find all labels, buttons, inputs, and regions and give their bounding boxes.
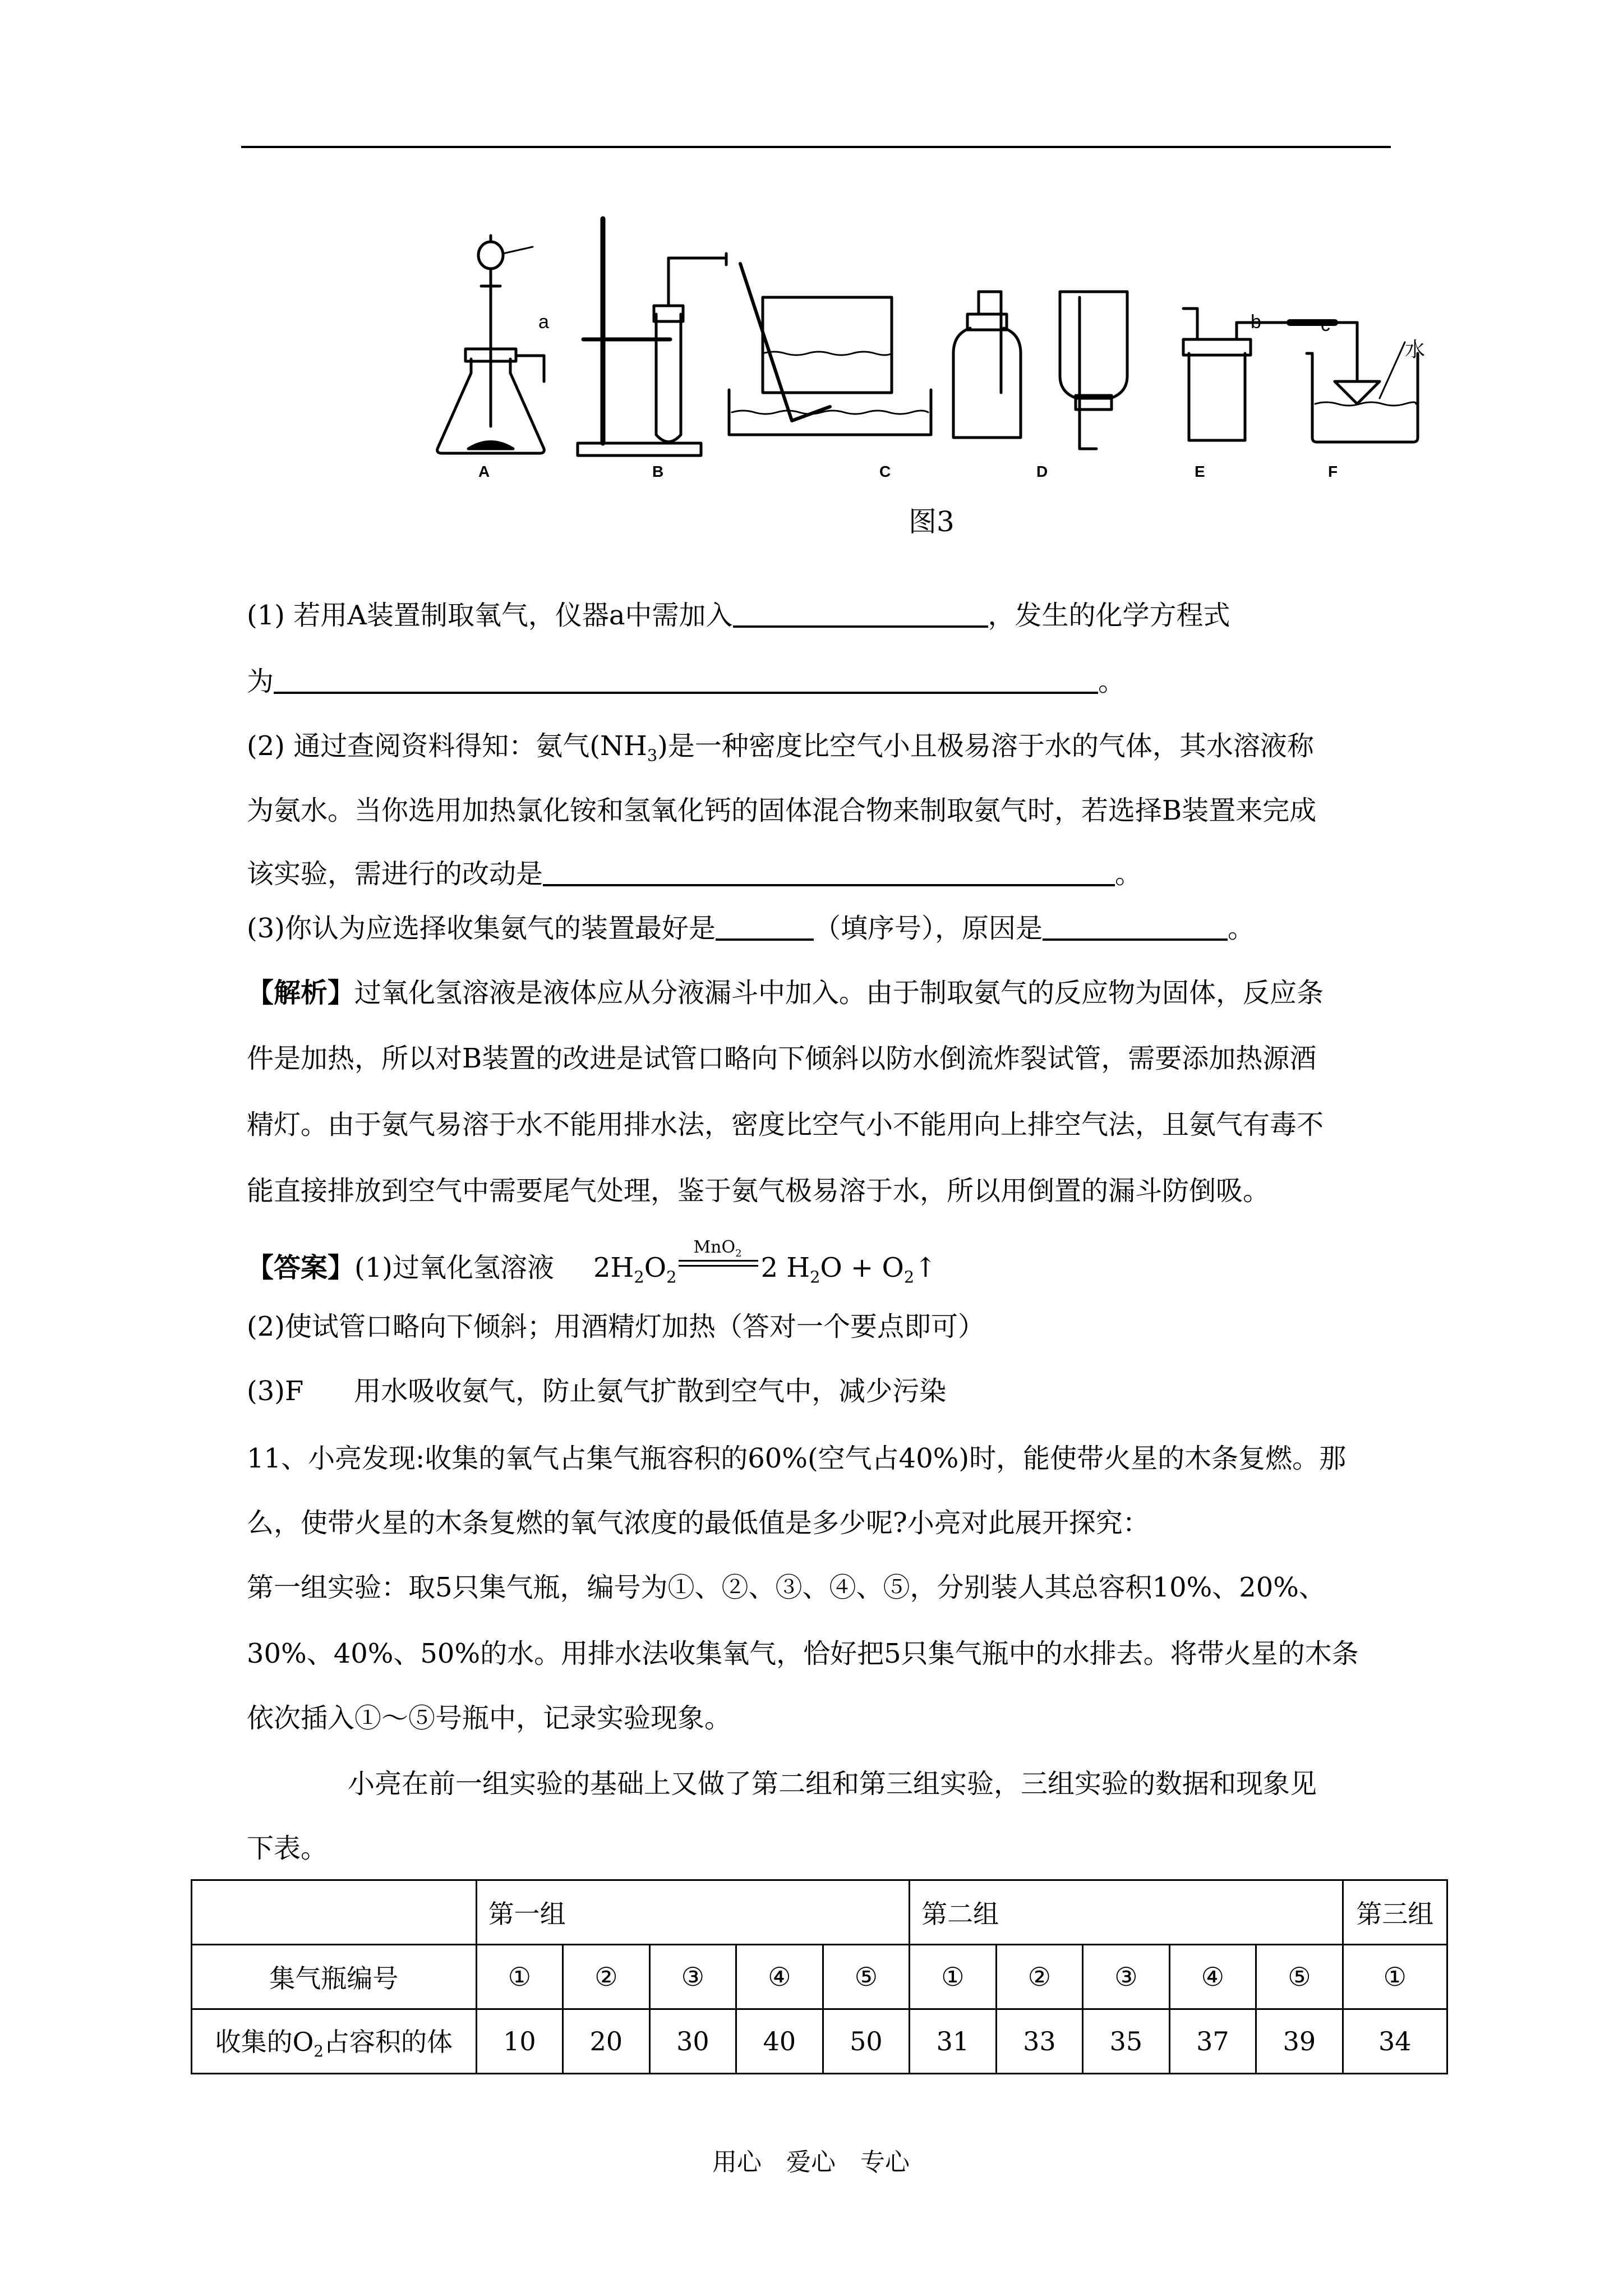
- apparatus-b: [578, 219, 726, 455]
- table-cell: ②: [563, 1945, 650, 2009]
- figure-label-d: D: [1036, 463, 1048, 480]
- figure-label-a: A: [478, 463, 490, 480]
- question-2-line-2: 为氨水。当你选用加热氯化铵和氢氧化钙的固体混合物来制取氨气时，若选择B装置来完成: [247, 795, 1317, 826]
- apparatus-figure: [415, 213, 1503, 488]
- table-row: [192, 2009, 1447, 2074]
- label-water: 水: [1405, 338, 1426, 361]
- label-c-tube: c: [1321, 314, 1330, 335]
- results-table: [191, 1879, 1448, 2074]
- question-11-line-2: 么，使带火星的木条复燃的氧气浓度的最低值是多少呢?小亮对此展开探究：: [247, 1507, 1150, 1539]
- question-11-line-1: 11、小亮发现:收集的氧气占集气瓶容积的60%(空气占40%)时，能使带火星的木条复燃。那: [247, 1443, 1347, 1474]
- figure-caption: 图3: [909, 505, 955, 538]
- table-row: [192, 1880, 1447, 1945]
- apparatus-a: [437, 236, 545, 453]
- o2-volume-header: 收集的$O_2$占容积的体: [192, 2009, 477, 2074]
- group-1-header: 第一组: [476, 1880, 910, 1945]
- question-2-line-3: 该实验，需进行的改动是 。: [247, 858, 1142, 890]
- table-cell: ②: [996, 1945, 1083, 2009]
- table-row: [192, 1945, 1447, 2009]
- table-cell: 34: [1343, 2009, 1447, 2074]
- analysis-line-1: 【解析】过氧化氢溶液是液体应从分液漏斗中加入。由于制取氨气的反应物为固体，反应条: [247, 977, 1324, 1009]
- table-cell: 33: [996, 2009, 1083, 2074]
- answer-line-1: 【答案】(1)过氧化氢溶液 $2H_2O_2$ MnO$_2$ 2 $H_2O$ + $O_2↑$: [247, 1237, 937, 1287]
- table-cell: ⑤: [823, 1945, 910, 2009]
- table-cell: ④: [736, 1945, 823, 2009]
- table-cell: ③: [649, 1945, 736, 2009]
- label-b-tube: b: [1251, 311, 1261, 333]
- answer-blank-1[interactable]: [733, 601, 988, 628]
- question-11-line-5: 依次插入①～⑤号瓶中，记录实验现象。: [247, 1703, 732, 1734]
- table-cell: 40: [736, 2009, 823, 2074]
- question-1-line-2: 为 。: [247, 666, 1126, 697]
- page-footer: 用心 爱心 专心: [712, 2148, 910, 2177]
- table-cell: ④: [1169, 1945, 1256, 2009]
- table-cell: ⑤: [1256, 1945, 1343, 2009]
- answer-blank-4[interactable]: [716, 914, 814, 941]
- answer-blank-5[interactable]: [1043, 914, 1228, 941]
- table-cell: ①: [1343, 1945, 1447, 2009]
- table-cell: 39: [1256, 2009, 1343, 2074]
- question-11-line-3: 第一组实验：取5只集气瓶，编号为①、②、③、④、⑤，分别装人其总容积10%、20%、: [247, 1572, 1326, 1603]
- table-cell: 35: [1083, 2009, 1170, 2074]
- question-2-line-1: (2) 通过查阅资料得知：氨气$(NH_3)$是一种密度比空气小且极易溶于水的气体，其水溶液称: [247, 730, 1314, 765]
- label-a-funnel: a: [538, 311, 549, 333]
- question-1-line-1: (1) 若用A装置制取氧气，仪器a中需加入 ，发生的化学方程式: [247, 600, 1230, 631]
- analysis-line-3: 精灯。由于氨气易溶于水不能用排水法，密度比空气小不能用向上排空气法，且氨气有毒不: [247, 1109, 1324, 1140]
- bottle-number-header: 集气瓶编号: [192, 1945, 477, 2009]
- figure-label-b: B: [652, 463, 664, 480]
- table-cell: 31: [910, 2009, 997, 2074]
- question-11-line-6: 小亮在前一组实验的基础上又做了第二组和第三组实验，三组实验的数据和现象见: [348, 1768, 1317, 1800]
- apparatus-d: [953, 292, 1021, 438]
- answer-blank-2[interactable]: [274, 667, 1098, 694]
- table-cell: 10: [476, 2009, 563, 2074]
- table-corner-cell: [192, 1880, 477, 1945]
- group-2-header: 第二组: [910, 1880, 1343, 1945]
- answer-line-2: (2)使试管口略向下倾斜；用酒精灯加热（答对一个要点即可）: [247, 1311, 985, 1342]
- analysis-line-2: 件是加热，所以对B装置的改进是试管口略向下倾斜以防水倒流炸裂试管，需要添加热源酒: [247, 1043, 1317, 1074]
- reaction-condition: MnO$_2$: [676, 1250, 760, 1278]
- group-3-header: 第三组: [1343, 1880, 1447, 1945]
- figure-label-c: C: [879, 463, 891, 480]
- table-cell: 37: [1169, 2009, 1256, 2074]
- table-cell: 50: [823, 2009, 910, 2074]
- apparatus-c: [729, 264, 931, 435]
- apparatus-f: [1183, 309, 1418, 442]
- header-rule: [241, 146, 1391, 148]
- apparatus-e: [1060, 292, 1127, 449]
- answer-line-3: (3)F 用水吸收氨气，防止氨气扩散到空气中，减少污染: [247, 1375, 947, 1407]
- table-cell: ①: [910, 1945, 997, 2009]
- table-cell: 30: [649, 2009, 736, 2074]
- figure-label-e: E: [1195, 463, 1205, 480]
- question-11-line-4: 30%、40%、50%的水。用排水法收集氧气，恰好把5只集气瓶中的水排去。将带火星的木条: [247, 1638, 1359, 1669]
- equation-right: 2 $H_2O$ + $O_2↑$: [760, 1252, 937, 1287]
- figure-label-f: F: [1328, 463, 1338, 480]
- question-11-line-7: 下表。: [247, 1833, 328, 1864]
- equation-left: $2H_2O_2$: [593, 1252, 677, 1287]
- answer-blank-3[interactable]: [543, 859, 1115, 886]
- analysis-line-4: 能直接排放到空气中需要尾气处理，鉴于氨气极易溶于水，所以用倒置的漏斗防倒吸。: [247, 1175, 1270, 1207]
- table-cell: ①: [476, 1945, 563, 2009]
- table-cell: ③: [1083, 1945, 1170, 2009]
- table-cell: 20: [563, 2009, 650, 2074]
- question-3-line: (3)你认为应选择收集氨气的装置最好是 （填序号），原因是 。: [247, 913, 1255, 944]
